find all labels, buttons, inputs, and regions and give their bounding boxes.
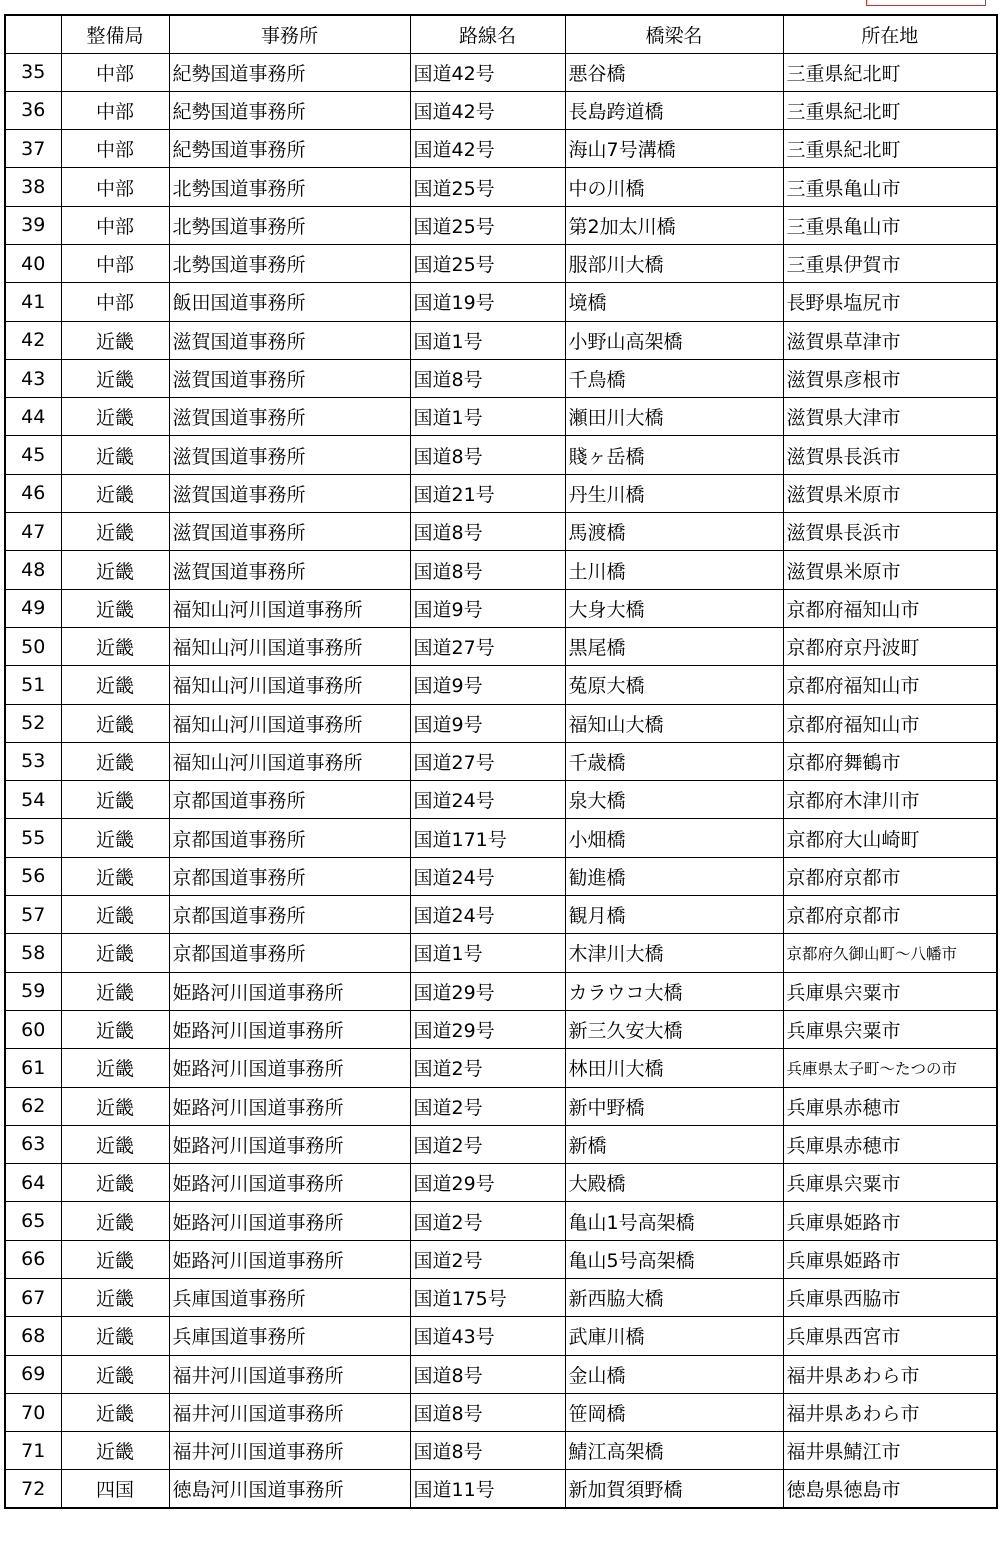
cell-bureau: 中部 bbox=[61, 283, 169, 321]
cell-bridge: 大身大橋 bbox=[565, 589, 783, 627]
cell-bridge: 中の川橋 bbox=[565, 168, 783, 206]
cell-route: 国道29号 bbox=[410, 1164, 565, 1202]
cell-route: 国道27号 bbox=[410, 627, 565, 665]
cell-bureau: 近畿 bbox=[61, 1125, 169, 1163]
cell-office: 北勢国道事務所 bbox=[169, 206, 410, 244]
cell-route: 国道8号 bbox=[410, 513, 565, 551]
cell-bridge: 武庫川橋 bbox=[565, 1317, 783, 1355]
cell-route: 国道42号 bbox=[410, 91, 565, 129]
cell-bridge: 勧進橋 bbox=[565, 857, 783, 895]
header-bureau: 整備局 bbox=[61, 15, 169, 53]
cell-route: 国道9号 bbox=[410, 589, 565, 627]
cell-route: 国道8号 bbox=[410, 359, 565, 397]
cell-bureau: 中部 bbox=[61, 130, 169, 168]
table-row bbox=[5, 934, 997, 972]
cell-route: 国道8号 bbox=[410, 1432, 565, 1470]
table-row bbox=[5, 781, 997, 819]
cell-bridge: 小野山高架橋 bbox=[565, 321, 783, 359]
cell-location: 京都府京丹波町 bbox=[783, 627, 997, 665]
cell-bridge: 新加賀須野橋 bbox=[565, 1470, 783, 1508]
header-row bbox=[5, 15, 997, 53]
table-row bbox=[5, 1470, 997, 1508]
cell-bureau: 中部 bbox=[61, 53, 169, 91]
cell-office: 福知山河川国道事務所 bbox=[169, 704, 410, 742]
cell-route: 国道25号 bbox=[410, 168, 565, 206]
table-row bbox=[5, 1010, 997, 1048]
cell-location: 兵庫県姫路市 bbox=[783, 1202, 997, 1240]
cell-bridge: 新中野橋 bbox=[565, 1087, 783, 1125]
cell-no: 42 bbox=[5, 321, 61, 359]
cell-bridge: 大殿橋 bbox=[565, 1164, 783, 1202]
cell-no: 55 bbox=[5, 819, 61, 857]
cell-location: 兵庫県宍粟市 bbox=[783, 1010, 997, 1048]
cell-no: 62 bbox=[5, 1087, 61, 1125]
cell-location: 三重県亀山市 bbox=[783, 168, 997, 206]
table-row bbox=[5, 130, 997, 168]
cell-location: 福井県あわら市 bbox=[783, 1393, 997, 1431]
cell-bridge: 泉大橋 bbox=[565, 781, 783, 819]
cell-location: 京都府福知山市 bbox=[783, 589, 997, 627]
cell-bureau: 近畿 bbox=[61, 321, 169, 359]
cell-location: 京都府舞鶴市 bbox=[783, 742, 997, 780]
cell-office: 姫路河川国道事務所 bbox=[169, 1202, 410, 1240]
cell-office: 京都国道事務所 bbox=[169, 896, 410, 934]
cell-location: 滋賀県米原市 bbox=[783, 474, 997, 512]
cell-route: 国道43号 bbox=[410, 1317, 565, 1355]
cell-location: 三重県紀北町 bbox=[783, 53, 997, 91]
cell-route: 国道25号 bbox=[410, 244, 565, 282]
header-no bbox=[5, 15, 61, 53]
cell-route: 国道2号 bbox=[410, 1202, 565, 1240]
cell-bridge: 小畑橋 bbox=[565, 819, 783, 857]
cell-location: 兵庫県西脇市 bbox=[783, 1279, 997, 1317]
cell-location: 兵庫県赤穂市 bbox=[783, 1087, 997, 1125]
cell-bureau: 近畿 bbox=[61, 1355, 169, 1393]
cell-route: 国道2号 bbox=[410, 1049, 565, 1087]
cell-bridge: 亀山5号高架橋 bbox=[565, 1240, 783, 1278]
cell-office: 紀勢国道事務所 bbox=[169, 130, 410, 168]
cell-bureau: 近畿 bbox=[61, 1317, 169, 1355]
cell-location: 福井県鯖江市 bbox=[783, 1432, 997, 1470]
cell-route: 国道25号 bbox=[410, 206, 565, 244]
cell-route: 国道9号 bbox=[410, 704, 565, 742]
cell-no: 69 bbox=[5, 1355, 61, 1393]
cell-location: 兵庫県赤穂市 bbox=[783, 1125, 997, 1163]
cell-route: 国道9号 bbox=[410, 666, 565, 704]
cell-route: 国道27号 bbox=[410, 742, 565, 780]
cell-no: 67 bbox=[5, 1279, 61, 1317]
cell-office: 姫路河川国道事務所 bbox=[169, 1164, 410, 1202]
cell-bridge: 黒尾橋 bbox=[565, 627, 783, 665]
cell-no: 37 bbox=[5, 130, 61, 168]
cell-bureau: 近畿 bbox=[61, 1164, 169, 1202]
cell-office: 京都国道事務所 bbox=[169, 857, 410, 895]
cell-bureau: 中部 bbox=[61, 168, 169, 206]
cell-bridge: 丹生川橋 bbox=[565, 474, 783, 512]
cell-location: 兵庫県西宮市 bbox=[783, 1317, 997, 1355]
cell-location: 京都府福知山市 bbox=[783, 666, 997, 704]
cell-office: 福井河川国道事務所 bbox=[169, 1393, 410, 1431]
table-row bbox=[5, 627, 997, 665]
cell-office: 福知山河川国道事務所 bbox=[169, 589, 410, 627]
cell-bureau: 中部 bbox=[61, 91, 169, 129]
cell-office: 福井河川国道事務所 bbox=[169, 1355, 410, 1393]
cell-route: 国道24号 bbox=[410, 857, 565, 895]
cell-no: 35 bbox=[5, 53, 61, 91]
cell-bridge: 海山7号溝橋 bbox=[565, 130, 783, 168]
cell-route: 国道1号 bbox=[410, 321, 565, 359]
cell-bureau: 近畿 bbox=[61, 474, 169, 512]
cell-route: 国道11号 bbox=[410, 1470, 565, 1508]
header-office: 事務所 bbox=[169, 15, 410, 53]
cell-no: 47 bbox=[5, 513, 61, 551]
cell-route: 国道171号 bbox=[410, 819, 565, 857]
cell-office: 滋賀国道事務所 bbox=[169, 321, 410, 359]
cell-route: 国道8号 bbox=[410, 436, 565, 474]
cell-no: 64 bbox=[5, 1164, 61, 1202]
cell-bureau: 近畿 bbox=[61, 1049, 169, 1087]
cell-no: 41 bbox=[5, 283, 61, 321]
cell-bureau: 近畿 bbox=[61, 1202, 169, 1240]
table-row bbox=[5, 1240, 997, 1278]
cell-route: 国道1号 bbox=[410, 934, 565, 972]
cell-route: 国道175号 bbox=[410, 1279, 565, 1317]
cell-bureau: 中部 bbox=[61, 206, 169, 244]
table-row bbox=[5, 398, 997, 436]
cell-bridge: 福知山大橋 bbox=[565, 704, 783, 742]
cell-bureau: 近畿 bbox=[61, 666, 169, 704]
cell-location: 兵庫県宍粟市 bbox=[783, 1164, 997, 1202]
cell-bridge: 千歳橋 bbox=[565, 742, 783, 780]
cell-no: 61 bbox=[5, 1049, 61, 1087]
cell-bridge: 笹岡橋 bbox=[565, 1393, 783, 1431]
cell-route: 国道24号 bbox=[410, 896, 565, 934]
cell-bureau: 近畿 bbox=[61, 704, 169, 742]
cell-location: 滋賀県草津市 bbox=[783, 321, 997, 359]
cell-office: 姫路河川国道事務所 bbox=[169, 1240, 410, 1278]
table-row bbox=[5, 168, 997, 206]
cell-bureau: 近畿 bbox=[61, 1087, 169, 1125]
cell-bureau: 近畿 bbox=[61, 1240, 169, 1278]
cell-route: 国道24号 bbox=[410, 781, 565, 819]
cell-no: 65 bbox=[5, 1202, 61, 1240]
cell-no: 70 bbox=[5, 1393, 61, 1431]
cell-bureau: 近畿 bbox=[61, 398, 169, 436]
cell-bridge: 千鳥橋 bbox=[565, 359, 783, 397]
cell-route: 国道1号 bbox=[410, 398, 565, 436]
cell-office: 滋賀国道事務所 bbox=[169, 474, 410, 512]
cell-no: 52 bbox=[5, 704, 61, 742]
cell-office: 北勢国道事務所 bbox=[169, 244, 410, 282]
cell-no: 60 bbox=[5, 1010, 61, 1048]
cell-bureau: 近畿 bbox=[61, 513, 169, 551]
cell-bureau: 近畿 bbox=[61, 627, 169, 665]
cell-bridge: 金山橋 bbox=[565, 1355, 783, 1393]
cell-bridge: 悪谷橋 bbox=[565, 53, 783, 91]
cell-office: 飯田国道事務所 bbox=[169, 283, 410, 321]
cell-bridge: 林田川大橋 bbox=[565, 1049, 783, 1087]
cell-location: 三重県亀山市 bbox=[783, 206, 997, 244]
cell-bridge: カラウコ大橋 bbox=[565, 972, 783, 1010]
cell-location: 三重県紀北町 bbox=[783, 130, 997, 168]
cell-no: 45 bbox=[5, 436, 61, 474]
cell-bureau: 近畿 bbox=[61, 551, 169, 589]
cell-route: 国道29号 bbox=[410, 972, 565, 1010]
cell-bureau: 近畿 bbox=[61, 1393, 169, 1431]
cell-location: 兵庫県太子町～たつの市 bbox=[783, 1049, 997, 1087]
table-row bbox=[5, 1202, 997, 1240]
cell-no: 54 bbox=[5, 781, 61, 819]
header-route: 路線名 bbox=[410, 15, 565, 53]
cell-office: 紀勢国道事務所 bbox=[169, 91, 410, 129]
cell-bureau: 近畿 bbox=[61, 1432, 169, 1470]
table-row bbox=[5, 513, 997, 551]
cell-no: 38 bbox=[5, 168, 61, 206]
cell-no: 36 bbox=[5, 91, 61, 129]
table-row bbox=[5, 1164, 997, 1202]
cell-bureau: 近畿 bbox=[61, 896, 169, 934]
cell-no: 71 bbox=[5, 1432, 61, 1470]
cell-bureau: 近畿 bbox=[61, 857, 169, 895]
cell-route: 国道42号 bbox=[410, 53, 565, 91]
cell-office: 兵庫国道事務所 bbox=[169, 1317, 410, 1355]
cell-location: 兵庫県宍粟市 bbox=[783, 972, 997, 1010]
cell-office: 姫路河川国道事務所 bbox=[169, 1010, 410, 1048]
cell-location: 滋賀県米原市 bbox=[783, 551, 997, 589]
cell-office: 姫路河川国道事務所 bbox=[169, 1049, 410, 1087]
cell-no: 51 bbox=[5, 666, 61, 704]
cell-office: 滋賀国道事務所 bbox=[169, 359, 410, 397]
table-row bbox=[5, 1317, 997, 1355]
cell-bridge: 鯖江高架橋 bbox=[565, 1432, 783, 1470]
cell-office: 徳島河川国道事務所 bbox=[169, 1470, 410, 1508]
cell-location: 福井県あわら市 bbox=[783, 1355, 997, 1393]
cell-bridge: 新橋 bbox=[565, 1125, 783, 1163]
cell-office: 福知山河川国道事務所 bbox=[169, 666, 410, 704]
cell-location: 滋賀県長浜市 bbox=[783, 513, 997, 551]
cell-no: 50 bbox=[5, 627, 61, 665]
cell-route: 国道8号 bbox=[410, 1393, 565, 1431]
cell-office: 滋賀国道事務所 bbox=[169, 551, 410, 589]
cell-location: 徳島県徳島市 bbox=[783, 1470, 997, 1508]
table-row bbox=[5, 896, 997, 934]
cell-bureau: 近畿 bbox=[61, 1279, 169, 1317]
table-row bbox=[5, 283, 997, 321]
table-row bbox=[5, 589, 997, 627]
cell-bridge: 賤ヶ岳橋 bbox=[565, 436, 783, 474]
cell-bureau: 近畿 bbox=[61, 742, 169, 780]
cell-office: 滋賀国道事務所 bbox=[169, 398, 410, 436]
cell-no: 39 bbox=[5, 206, 61, 244]
cell-office: 北勢国道事務所 bbox=[169, 168, 410, 206]
table-row bbox=[5, 321, 997, 359]
table-row bbox=[5, 1393, 997, 1431]
cell-office: 京都国道事務所 bbox=[169, 819, 410, 857]
table-row bbox=[5, 1087, 997, 1125]
cell-office: 京都国道事務所 bbox=[169, 934, 410, 972]
cell-office: 滋賀国道事務所 bbox=[169, 513, 410, 551]
cell-bureau: 四国 bbox=[61, 1470, 169, 1508]
cell-no: 57 bbox=[5, 896, 61, 934]
cell-no: 53 bbox=[5, 742, 61, 780]
cell-bureau: 近畿 bbox=[61, 781, 169, 819]
cell-bureau: 近畿 bbox=[61, 589, 169, 627]
cell-bureau: 近畿 bbox=[61, 972, 169, 1010]
cell-bridge: 服部川大橋 bbox=[565, 244, 783, 282]
header-bridge: 橋梁名 bbox=[565, 15, 783, 53]
cell-no: 66 bbox=[5, 1240, 61, 1278]
cell-bureau: 中部 bbox=[61, 244, 169, 282]
cell-location: 滋賀県大津市 bbox=[783, 398, 997, 436]
table-row bbox=[5, 206, 997, 244]
table-row bbox=[5, 474, 997, 512]
cell-bridge: 長島跨道橋 bbox=[565, 91, 783, 129]
cell-bridge: 瀬田川大橋 bbox=[565, 398, 783, 436]
table-row bbox=[5, 244, 997, 282]
table-row bbox=[5, 436, 997, 474]
table-row bbox=[5, 666, 997, 704]
cell-no: 56 bbox=[5, 857, 61, 895]
cell-no: 40 bbox=[5, 244, 61, 282]
cell-location: 京都府大山崎町 bbox=[783, 819, 997, 857]
cell-route: 国道21号 bbox=[410, 474, 565, 512]
cell-no: 44 bbox=[5, 398, 61, 436]
cell-location: 京都府福知山市 bbox=[783, 704, 997, 742]
cell-location: 京都府久御山町～八幡市 bbox=[783, 934, 997, 972]
stamp-box bbox=[866, 0, 986, 6]
cell-route: 国道8号 bbox=[410, 551, 565, 589]
cell-office: 滋賀国道事務所 bbox=[169, 436, 410, 474]
cell-route: 国道2号 bbox=[410, 1125, 565, 1163]
table-row bbox=[5, 1432, 997, 1470]
cell-bridge: 新西脇大橋 bbox=[565, 1279, 783, 1317]
cell-bridge: 馬渡橋 bbox=[565, 513, 783, 551]
cell-bridge: 菟原大橋 bbox=[565, 666, 783, 704]
cell-office: 姫路河川国道事務所 bbox=[169, 1087, 410, 1125]
cell-location: 三重県伊賀市 bbox=[783, 244, 997, 282]
cell-office: 京都国道事務所 bbox=[169, 781, 410, 819]
cell-bridge: 土川橋 bbox=[565, 551, 783, 589]
cell-route: 国道2号 bbox=[410, 1240, 565, 1278]
table-header bbox=[5, 15, 997, 53]
table-row bbox=[5, 857, 997, 895]
table-row bbox=[5, 1049, 997, 1087]
cell-no: 72 bbox=[5, 1470, 61, 1508]
header-location: 所在地 bbox=[783, 15, 997, 53]
cell-bureau: 近畿 bbox=[61, 1010, 169, 1048]
cell-location: 京都府京都市 bbox=[783, 896, 997, 934]
cell-no: 46 bbox=[5, 474, 61, 512]
cell-no: 59 bbox=[5, 972, 61, 1010]
cell-no: 49 bbox=[5, 589, 61, 627]
cell-no: 68 bbox=[5, 1317, 61, 1355]
table-row bbox=[5, 742, 997, 780]
cell-route: 国道2号 bbox=[410, 1087, 565, 1125]
cell-no: 58 bbox=[5, 934, 61, 972]
cell-no: 43 bbox=[5, 359, 61, 397]
table-row bbox=[5, 551, 997, 589]
cell-office: 紀勢国道事務所 bbox=[169, 53, 410, 91]
cell-location: 京都府京都市 bbox=[783, 857, 997, 895]
cell-location: 滋賀県彦根市 bbox=[783, 359, 997, 397]
cell-bridge: 境橋 bbox=[565, 283, 783, 321]
cell-bridge: 新三久安大橋 bbox=[565, 1010, 783, 1048]
cell-bridge: 亀山1号高架橋 bbox=[565, 1202, 783, 1240]
cell-bureau: 近畿 bbox=[61, 934, 169, 972]
cell-office: 姫路河川国道事務所 bbox=[169, 972, 410, 1010]
cell-no: 48 bbox=[5, 551, 61, 589]
cell-bridge: 第2加太川橋 bbox=[565, 206, 783, 244]
table-row bbox=[5, 359, 997, 397]
cell-location: 京都府木津川市 bbox=[783, 781, 997, 819]
cell-bureau: 近畿 bbox=[61, 819, 169, 857]
cell-bridge: 観月橋 bbox=[565, 896, 783, 934]
cell-bureau: 近畿 bbox=[61, 436, 169, 474]
cell-office: 福知山河川国道事務所 bbox=[169, 627, 410, 665]
cell-bridge: 木津川大橋 bbox=[565, 934, 783, 972]
cell-location: 長野県塩尻市 bbox=[783, 283, 997, 321]
cell-location: 三重県紀北町 bbox=[783, 91, 997, 129]
cell-office: 兵庫国道事務所 bbox=[169, 1279, 410, 1317]
cell-location: 兵庫県姫路市 bbox=[783, 1240, 997, 1278]
table-row bbox=[5, 1355, 997, 1393]
cell-route: 国道42号 bbox=[410, 130, 565, 168]
table-row bbox=[5, 53, 997, 91]
cell-route: 国道29号 bbox=[410, 1010, 565, 1048]
cell-bureau: 近畿 bbox=[61, 359, 169, 397]
table-row bbox=[5, 1125, 997, 1163]
cell-location: 滋賀県長浜市 bbox=[783, 436, 997, 474]
table-row bbox=[5, 91, 997, 129]
table-row bbox=[5, 819, 997, 857]
table-row bbox=[5, 972, 997, 1010]
cell-route: 国道8号 bbox=[410, 1355, 565, 1393]
cell-route: 国道19号 bbox=[410, 283, 565, 321]
cell-no: 63 bbox=[5, 1125, 61, 1163]
table-body bbox=[5, 53, 997, 1508]
cell-office: 福知山河川国道事務所 bbox=[169, 742, 410, 780]
table-row bbox=[5, 1279, 997, 1317]
bridge-table bbox=[4, 14, 998, 1509]
table-row bbox=[5, 704, 997, 742]
cell-office: 福井河川国道事務所 bbox=[169, 1432, 410, 1470]
cell-office: 姫路河川国道事務所 bbox=[169, 1125, 410, 1163]
